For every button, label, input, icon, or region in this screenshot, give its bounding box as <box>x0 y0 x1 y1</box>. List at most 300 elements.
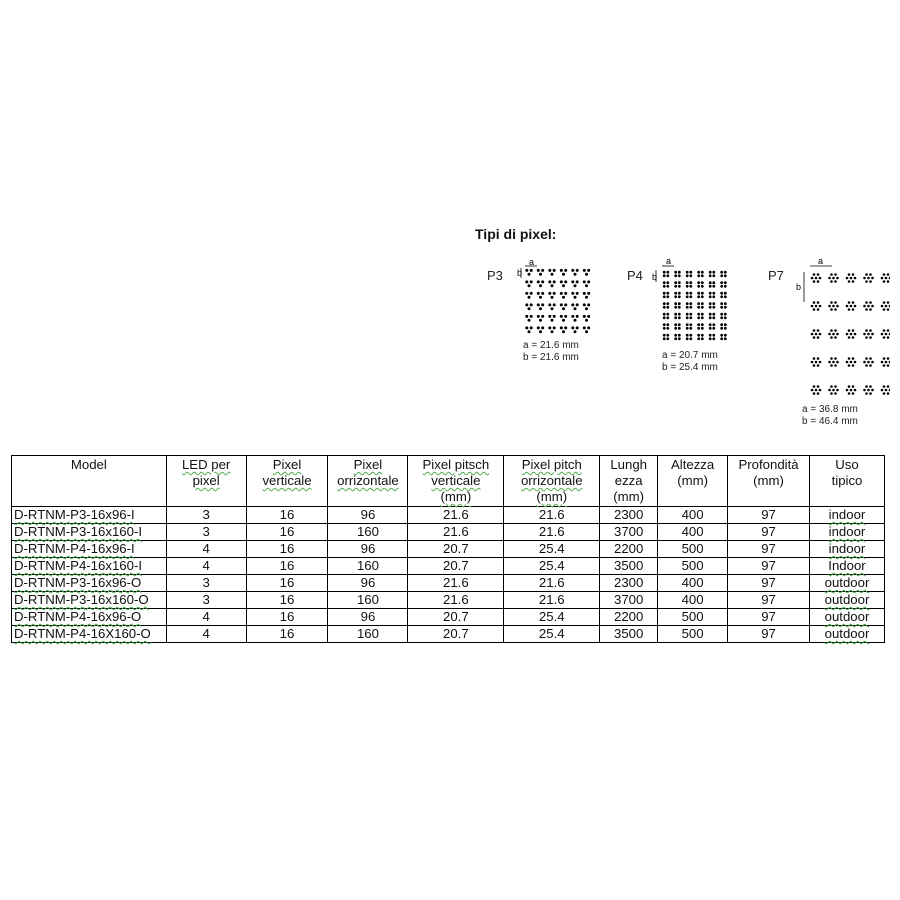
column-header-line: (mm) <box>753 473 784 488</box>
led-dot <box>678 274 681 277</box>
led-dot <box>678 302 681 305</box>
led-dot <box>834 357 837 360</box>
led-dot <box>720 313 723 316</box>
led-dot <box>686 306 689 309</box>
led-dot <box>834 280 837 283</box>
led-dot <box>724 316 727 319</box>
led-dot <box>666 274 669 277</box>
led-dot <box>574 319 577 322</box>
led-dot <box>852 385 855 388</box>
led-dot <box>663 334 666 337</box>
led-dot <box>689 337 692 340</box>
cell-text: outdoor <box>824 575 870 590</box>
led-dot <box>541 315 544 318</box>
led-dot <box>528 330 531 333</box>
led-dot <box>724 295 727 298</box>
column-header-line: tipico <box>831 473 863 488</box>
table-cell <box>408 541 504 558</box>
cell-text: 16 <box>279 524 295 539</box>
cell-text: 500 <box>681 541 704 556</box>
led-dot <box>583 303 586 306</box>
led-dot <box>686 334 689 337</box>
led-dot <box>553 292 556 295</box>
led-dot <box>678 271 681 274</box>
led-dot <box>576 269 579 272</box>
led-dot <box>832 277 835 280</box>
led-dot <box>537 303 540 306</box>
p3-a-value: a = 21.6 mm <box>523 340 579 351</box>
led-dot <box>528 319 531 322</box>
led-dot <box>852 301 855 304</box>
led-dot <box>883 308 886 311</box>
led-dot <box>712 337 715 340</box>
table-cell <box>328 575 408 592</box>
column-header-line: ezza <box>614 473 643 488</box>
led-dot <box>537 280 540 283</box>
led-dot <box>686 295 689 298</box>
led-dot <box>887 385 890 388</box>
led-dot <box>564 326 567 329</box>
cell-text: 25.4 <box>538 609 565 624</box>
led-dot <box>674 285 677 288</box>
led-dot <box>674 292 677 295</box>
cell-text: 21.6 <box>443 507 469 522</box>
led-dot <box>724 281 727 284</box>
dimension-letter-a: a <box>818 258 824 266</box>
model-cell <box>12 558 167 575</box>
table-cell <box>246 507 328 524</box>
cell-text: 3 <box>202 524 210 539</box>
led-dot <box>701 274 704 277</box>
led-dot <box>678 281 681 284</box>
cell-text: D-RTNM-P3-16x160-I <box>14 524 142 539</box>
led-dot <box>865 364 868 367</box>
cell-text: 16 <box>279 541 295 556</box>
column-header-0 <box>12 456 167 507</box>
led-dot <box>832 389 835 392</box>
led-dot <box>663 327 666 330</box>
led-dot <box>885 333 888 336</box>
led-dot <box>548 303 551 306</box>
led-dot <box>528 307 531 310</box>
led-dot <box>663 271 666 274</box>
led-dot <box>887 273 890 276</box>
dimension-letter-b: b <box>517 268 523 278</box>
led-dot <box>871 277 874 280</box>
led-dot <box>560 269 563 272</box>
table-cell <box>504 626 600 643</box>
led-dot <box>830 385 833 388</box>
table-cell <box>810 524 885 541</box>
led-dot <box>689 306 692 309</box>
led-dot <box>852 364 855 367</box>
led-dot <box>834 273 837 276</box>
led-dot <box>553 326 556 329</box>
led-dot <box>828 389 831 392</box>
led-dot <box>587 280 590 283</box>
led-dot <box>666 306 669 309</box>
cell-text: 16 <box>279 592 295 607</box>
led-dot <box>576 292 579 295</box>
led-dot <box>889 277 890 280</box>
led-dot <box>815 389 818 392</box>
table-cell <box>658 558 728 575</box>
led-dot <box>564 303 567 306</box>
table-body <box>12 507 885 643</box>
led-dot <box>571 280 574 283</box>
table-cell <box>408 575 504 592</box>
cell-text: outdoor <box>824 609 870 624</box>
led-dot <box>887 364 890 367</box>
cell-text: 21.6 <box>538 524 565 539</box>
led-dot <box>830 336 833 339</box>
led-dot <box>883 280 886 283</box>
led-dot <box>846 389 849 392</box>
led-dot <box>686 271 689 274</box>
table-cell <box>246 524 328 541</box>
cell-text: 2200 <box>614 541 644 556</box>
led-dot <box>850 361 853 364</box>
led-dot <box>828 277 831 280</box>
led-dot <box>885 389 888 392</box>
led-dot <box>666 285 669 288</box>
model-cell <box>12 541 167 558</box>
table-cell <box>728 507 810 524</box>
led-dot <box>848 280 851 283</box>
table-row <box>12 575 885 592</box>
led-dot <box>564 269 567 272</box>
led-dot <box>813 301 816 304</box>
cell-text: 400 <box>681 592 704 607</box>
led-dot <box>709 327 712 330</box>
table-cell <box>810 609 885 626</box>
led-dot <box>712 327 715 330</box>
led-dot <box>678 327 681 330</box>
led-dot <box>674 323 677 326</box>
led-dot <box>720 306 723 309</box>
led-dot <box>869 273 872 276</box>
cell-text: 2300 <box>614 507 644 522</box>
led-dot <box>887 392 890 395</box>
led-dot <box>663 323 666 326</box>
led-dot <box>720 323 723 326</box>
led-dot <box>666 281 669 284</box>
cell-text: 3 <box>202 592 210 607</box>
led-dot <box>871 305 874 308</box>
led-dot <box>883 336 886 339</box>
led-dot <box>548 280 551 283</box>
led-dot <box>666 337 669 340</box>
table-cell <box>328 507 408 524</box>
led-dot <box>697 327 700 330</box>
table-cell <box>600 558 658 575</box>
column-header-3 <box>328 456 408 507</box>
led-dot <box>587 303 590 306</box>
led-dot <box>701 334 704 337</box>
led-dot <box>587 292 590 295</box>
led-dot <box>883 357 886 360</box>
led-dot <box>678 295 681 298</box>
cell-text: 20.7 <box>443 541 469 556</box>
led-dot <box>846 333 849 336</box>
led-dot <box>869 336 872 339</box>
led-dot <box>674 295 677 298</box>
table-cell <box>658 507 728 524</box>
table-cell <box>728 524 810 541</box>
cell-text: 3700 <box>614 592 644 607</box>
led-dot <box>830 308 833 311</box>
cell-text: 3500 <box>614 626 644 641</box>
led-dot <box>852 329 855 332</box>
cell-text: outdoor <box>824 592 870 607</box>
led-dot <box>678 313 681 316</box>
column-header-6 <box>600 456 658 507</box>
table-row <box>12 592 885 609</box>
led-dot <box>850 277 853 280</box>
column-header-line: pixel <box>192 473 220 488</box>
led-dot <box>571 315 574 318</box>
led-dot <box>712 292 715 295</box>
table-cell <box>408 609 504 626</box>
led-dot <box>854 305 857 308</box>
column-header-2 <box>246 456 328 507</box>
led-dot <box>674 281 677 284</box>
table-cell <box>504 592 600 609</box>
led-dot <box>834 301 837 304</box>
cell-text: 20.7 <box>443 558 469 573</box>
cell-text: 2300 <box>614 575 644 590</box>
led-dot <box>830 357 833 360</box>
led-dot <box>830 329 833 332</box>
table-cell <box>658 524 728 541</box>
led-dot <box>674 306 677 309</box>
column-header-line: Pixel pitch <box>521 457 582 472</box>
cell-text: D-RTNM-P3-16x96-I <box>14 507 135 522</box>
led-dot <box>678 292 681 295</box>
led-dot <box>574 296 577 299</box>
led-dot <box>701 281 704 284</box>
led-dot <box>819 361 822 364</box>
table-cell <box>408 626 504 643</box>
cell-text: 400 <box>681 507 704 522</box>
led-dot <box>686 274 689 277</box>
led-dot <box>834 392 837 395</box>
table-cell <box>600 575 658 592</box>
cell-text: 16 <box>279 609 295 624</box>
led-dot <box>834 336 837 339</box>
led-dot <box>689 316 692 319</box>
dimension-letter-a: a <box>666 258 672 266</box>
led-dot <box>724 327 727 330</box>
led-dot <box>663 313 666 316</box>
led-dot <box>539 284 542 287</box>
cell-text: D-RTNM-P3-16x160-O <box>14 592 149 607</box>
led-dot <box>678 323 681 326</box>
cell-text: 97 <box>761 609 776 624</box>
led-dot <box>701 313 704 316</box>
led-dot <box>712 271 715 274</box>
led-dot <box>883 392 886 395</box>
led-dot <box>689 295 692 298</box>
cell-text: 500 <box>681 558 704 573</box>
cell-text: 500 <box>681 626 704 641</box>
cell-text: 2200 <box>614 609 644 624</box>
table-cell <box>328 609 408 626</box>
led-dot <box>720 292 723 295</box>
led-dot <box>813 273 816 276</box>
led-dot <box>560 280 563 283</box>
model-cell <box>12 626 167 643</box>
led-dot <box>712 316 715 319</box>
led-dot <box>720 327 723 330</box>
led-dot <box>830 280 833 283</box>
model-cell <box>12 507 167 524</box>
led-dot <box>674 313 677 316</box>
led-dot <box>689 302 692 305</box>
led-dot <box>811 277 814 280</box>
led-dot <box>889 361 890 364</box>
led-dot <box>871 389 874 392</box>
led-dot <box>574 284 577 287</box>
led-dot <box>850 333 853 336</box>
led-dot <box>848 329 851 332</box>
cell-text: 21.6 <box>443 592 469 607</box>
led-dot <box>666 271 669 274</box>
table-cell <box>600 507 658 524</box>
led-dot <box>817 273 820 276</box>
led-dot <box>564 315 567 318</box>
led-dot <box>576 315 579 318</box>
model-cell <box>12 609 167 626</box>
led-dot <box>813 385 816 388</box>
cell-text: 4 <box>202 626 210 641</box>
led-dot <box>674 327 677 330</box>
p4-label: P4 <box>627 268 643 283</box>
cell-text: indoor <box>828 541 866 556</box>
led-dot <box>850 389 853 392</box>
led-dot <box>709 323 712 326</box>
dimension-letter-a: a <box>529 258 535 267</box>
cell-text: 96 <box>360 609 376 624</box>
cell-text: D-RTNM-P4-16X160-O <box>14 626 151 641</box>
led-dot <box>674 274 677 277</box>
table-cell <box>810 507 885 524</box>
column-header-1 <box>166 456 246 507</box>
led-dot <box>848 357 851 360</box>
p3-b-value: b = 21.6 mm <box>523 352 579 363</box>
led-dot <box>881 333 884 336</box>
led-dot <box>848 301 851 304</box>
column-header-line: (mm) <box>613 489 645 504</box>
led-dot <box>525 292 528 295</box>
led-dot <box>720 295 723 298</box>
led-dot <box>701 295 704 298</box>
column-header-line: orrizontale <box>520 473 583 488</box>
led-dot <box>583 292 586 295</box>
table-cell <box>328 558 408 575</box>
cell-text: 21.6 <box>538 507 565 522</box>
table-cell <box>166 524 246 541</box>
led-dot <box>881 361 884 364</box>
led-dot <box>712 306 715 309</box>
led-dot <box>852 336 855 339</box>
table-cell <box>504 609 600 626</box>
table-cell <box>658 609 728 626</box>
led-dot <box>834 364 837 367</box>
led-dot <box>834 308 837 311</box>
led-dot <box>720 274 723 277</box>
led-dot <box>720 337 723 340</box>
table-cell <box>246 575 328 592</box>
led-dot <box>689 271 692 274</box>
led-dot <box>539 273 542 276</box>
column-header-7 <box>658 456 728 507</box>
led-dot <box>663 274 666 277</box>
cell-text: 25.4 <box>538 626 565 641</box>
cell-text: 21.6 <box>538 592 565 607</box>
column-header-line: Profondità <box>738 457 799 472</box>
table-cell <box>728 558 810 575</box>
led-dot <box>850 305 853 308</box>
led-dot <box>678 337 681 340</box>
table-cell <box>728 541 810 558</box>
led-dot <box>697 337 700 340</box>
led-dot <box>537 292 540 295</box>
led-dot <box>530 303 533 306</box>
led-dot <box>709 274 712 277</box>
led-dot <box>585 273 588 276</box>
led-dot <box>865 357 868 360</box>
cell-text: 97 <box>761 541 776 556</box>
led-dot <box>697 274 700 277</box>
led-dot <box>869 329 872 332</box>
led-dot <box>887 308 890 311</box>
led-dot <box>530 326 533 329</box>
table-cell <box>600 592 658 609</box>
led-dot <box>548 269 551 272</box>
table-cell <box>504 507 600 524</box>
led-dot <box>813 364 816 367</box>
column-header-line: verticale <box>262 473 312 488</box>
led-dot <box>832 305 835 308</box>
led-dot <box>585 284 588 287</box>
led-dot <box>709 334 712 337</box>
led-dot <box>709 281 712 284</box>
column-header-line: Lungh <box>610 457 647 472</box>
led-dot <box>663 295 666 298</box>
led-dot <box>701 271 704 274</box>
led-dot <box>712 334 715 337</box>
led-dot <box>697 271 700 274</box>
cell-text: 21.6 <box>443 524 469 539</box>
led-dot <box>666 295 669 298</box>
led-dot <box>525 303 528 306</box>
column-header-line: Pixel <box>353 457 383 472</box>
led-dot <box>585 330 588 333</box>
led-dot <box>720 271 723 274</box>
cell-text: 3 <box>202 575 210 590</box>
table-cell <box>166 507 246 524</box>
led-dot <box>881 389 884 392</box>
led-dot <box>666 334 669 337</box>
led-dot <box>887 329 890 332</box>
cell-text: 160 <box>356 524 379 539</box>
table-cell <box>810 592 885 609</box>
led-dot <box>576 303 579 306</box>
led-dot <box>574 273 577 276</box>
pixel-types-title: Tipi di pixel: <box>475 226 557 242</box>
led-dot <box>583 326 586 329</box>
